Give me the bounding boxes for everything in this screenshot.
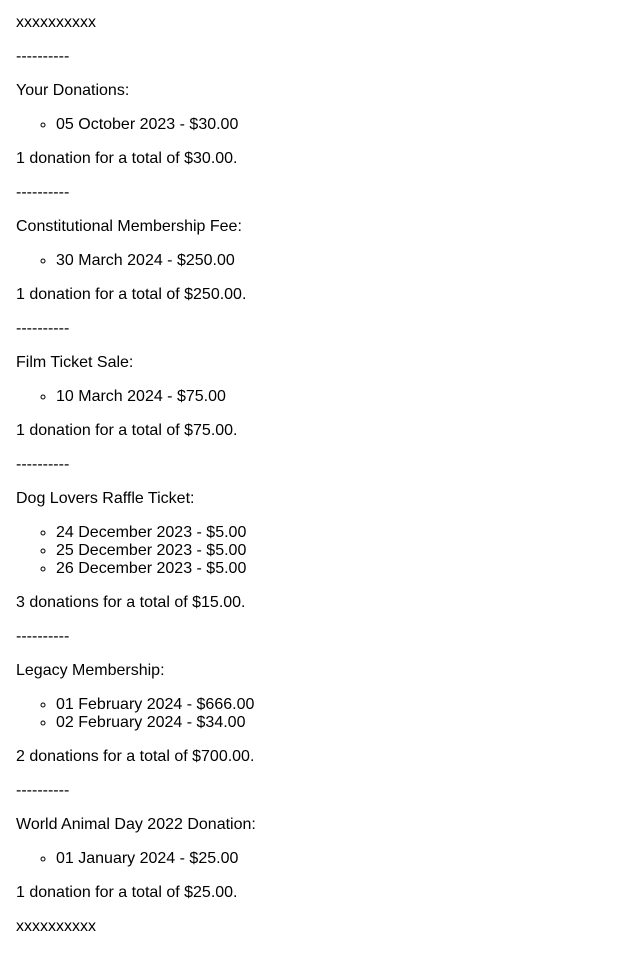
section-title: Constitutional Membership Fee: — [16, 218, 242, 235]
section-dog-lovers-raffle-ticket — [16, 490, 624, 612]
footer-placeholder: xxxxxxxxxx — [16, 918, 96, 935]
donation-item: ◦ 26 December 2023 - $5.00 — [56, 560, 624, 578]
donation-list — [16, 388, 624, 406]
donation-item: ◦ 01 February 2024 - $666.00 — [56, 696, 624, 714]
section-summary: 1 donation for a total of $25.00. — [16, 884, 238, 901]
section-your-donations — [16, 82, 624, 168]
section-title: Film Ticket Sale: — [16, 354, 134, 371]
section-film-ticket-sale — [16, 354, 624, 440]
donation-item: ◦ 10 March 2024 - $75.00 — [56, 388, 624, 406]
section-summary: 2 donations for a total of $700.00. — [16, 748, 255, 765]
section-title: Your Donations: — [16, 82, 130, 99]
donation-list — [16, 116, 624, 134]
section-title: Dog Lovers Raffle Ticket: — [16, 490, 195, 507]
donation-item: ◦ 25 December 2023 - $5.00 — [56, 542, 624, 560]
separator: ---------- — [16, 320, 70, 337]
section-summary: 1 donation for a total of $30.00. — [16, 150, 238, 167]
donation-list — [16, 696, 624, 732]
separator: ---------- — [16, 456, 70, 473]
donation-list — [16, 850, 624, 868]
section-constitutional-membership-fee — [16, 218, 624, 304]
donation-list — [16, 252, 624, 270]
donation-item: ◦ 05 October 2023 - $30.00 — [56, 116, 624, 134]
section-summary: 1 donation for a total of $250.00. — [16, 286, 247, 303]
donation-item: ◦ 01 January 2024 - $25.00 — [56, 850, 624, 868]
donation-item: ◦ 02 February 2024 - $34.00 — [56, 714, 624, 732]
section-legacy-membership — [16, 662, 624, 766]
separator: ---------- — [16, 48, 70, 65]
section-world-animal-day-2022-donation — [16, 816, 624, 902]
donation-item: ◦ 24 December 2023 - $5.00 — [56, 524, 624, 542]
section-title: Legacy Membership: — [16, 662, 165, 679]
separator: ---------- — [16, 628, 70, 645]
section-summary: 3 donations for a total of $15.00. — [16, 594, 246, 611]
header-placeholder: xxxxxxxxxx — [16, 14, 96, 31]
donation-list — [16, 524, 624, 578]
separator: ---------- — [16, 782, 70, 799]
donation-item: ◦ 30 March 2024 - $250.00 — [56, 252, 624, 270]
section-summary: 1 donation for a total of $75.00. — [16, 422, 238, 439]
section-title: World Animal Day 2022 Donation: — [16, 816, 256, 833]
separator: ---------- — [16, 184, 70, 201]
